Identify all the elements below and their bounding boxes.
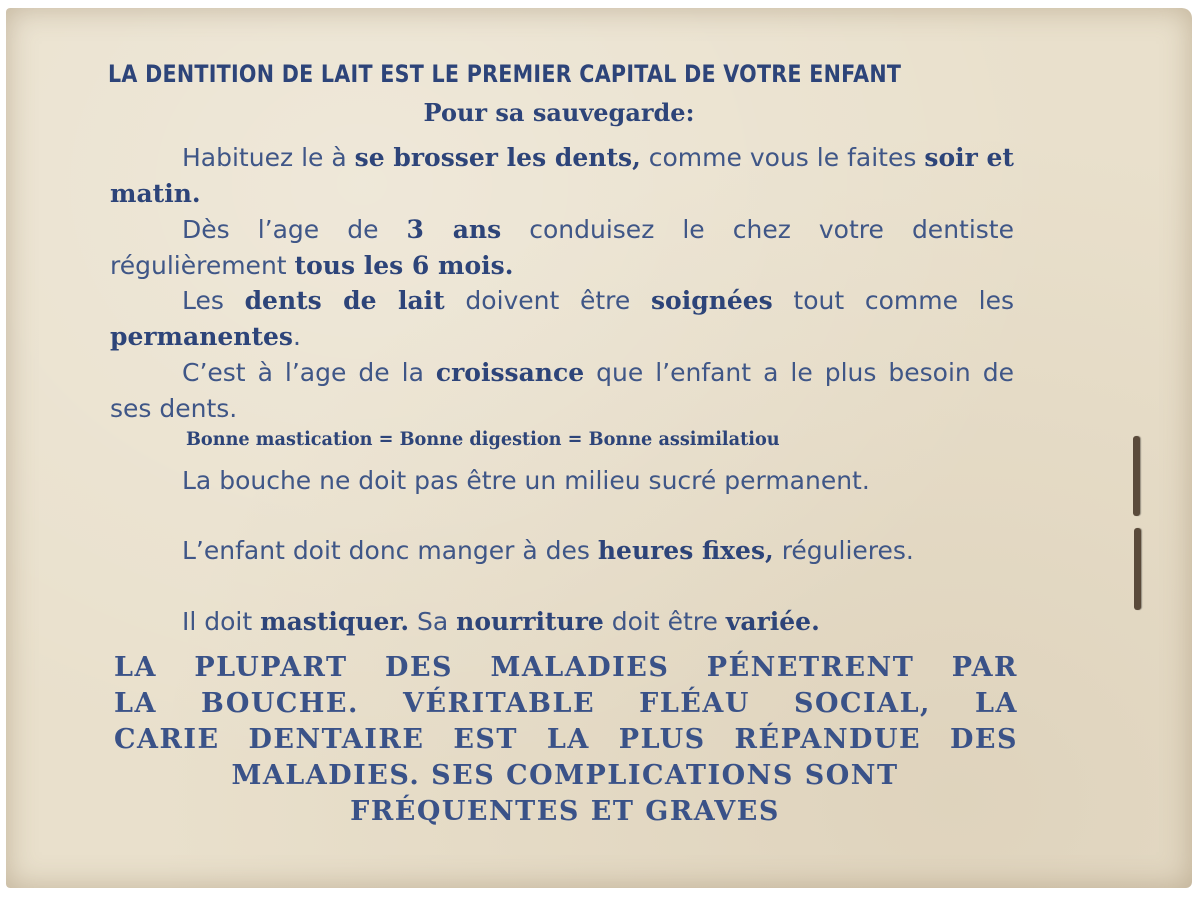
paragraph-growth: C’est à l’age de la croissance que l’enfant a le plus besoin de ses dents.	[110, 358, 1014, 423]
staple-top	[1133, 436, 1140, 516]
paragraph-baby-teeth: Les dents de lait doivent être soignées tout comme les permanentes.	[110, 286, 1014, 351]
paragraph-meal-times: L’enfant doit donc manger à des heures fixes, régulieres.	[182, 536, 914, 565]
warning-line-2: LA BOUCHE. VÉRITABLE FLÉAU SOCIAL, LA	[114, 688, 1018, 719]
warning-line-4: MALADIES. SES COMPLICATIONS SONT	[231, 760, 899, 791]
paragraph-sugar: La bouche ne doit pas être un milieu sucré permanent.	[182, 466, 870, 495]
paragraph-dentist-visits: Dès l’age de 3 ans conduisez le chez votre dentiste régulièrement tous les 6 mois.	[110, 215, 1014, 280]
paragraph-chewing: Il doit mastiquer. Sa nourriture doit être variée.	[182, 607, 820, 636]
staple-bottom	[1134, 528, 1141, 610]
mastication-slogan: Bonne mastication = Bonne digestion = Bonne assimilatiou	[186, 428, 780, 450]
page-subtitle: Pour sa sauvegarde:	[423, 98, 695, 127]
warning-line-5: FRÉQUENTES ET GRAVES	[350, 796, 780, 827]
warning-line-3: CARIE DENTAIRE EST LA PLUS RÉPANDUE DES	[114, 724, 1018, 755]
paragraph-brushing: Habituez le à se brosser les dents, comme vous le faites soir et matin.	[110, 143, 1014, 208]
page-title: LA DENTITION DE LAIT EST LE PREMIER CAPITAL DE VOTRE ENFANT	[108, 60, 902, 88]
warning-line-1: LA PLUPART DES MALADIES PÉNETRENT PAR	[114, 652, 1018, 683]
